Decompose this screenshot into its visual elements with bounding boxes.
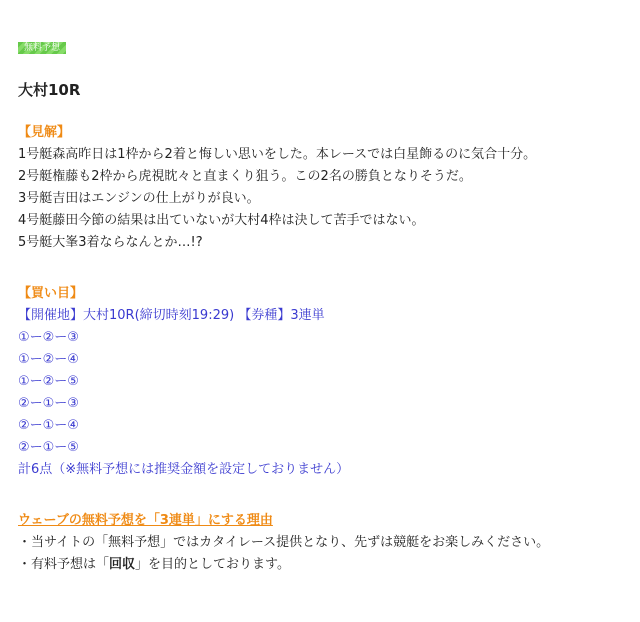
- reason-bullet-text: ・有料予想は「: [18, 557, 110, 572]
- reason-bullet-emphasis: 回収: [109, 557, 136, 572]
- reason-section: [18, 510, 549, 576]
- bet-combo: ②ー①ー③: [18, 396, 79, 411]
- bet-combo: ①ー②ー③: [18, 330, 79, 345]
- reason-bullet: ・当サイトの「無料予想」ではカタイレース提供となり、先ずは競艇をお楽しみください。: [18, 535, 550, 550]
- opinion-line: 2号艇権藤も2枠から虎視眈々と直まくり狙う。この2名の勝負となりそうだ。: [18, 169, 472, 184]
- bet-combo: ②ー①ー④: [18, 418, 79, 433]
- opinion-line: 1号艇森高昨日は1枠から2着と悔しい思いをした。本レースでは白星飾るのに気合十分。: [18, 147, 537, 162]
- buy-heading: 【買い目】: [18, 286, 84, 301]
- reason-bullet-text: 」を目的としております。: [135, 557, 290, 572]
- buy-section: [18, 283, 349, 481]
- free-prediction-badge: 無料予想: [18, 42, 66, 54]
- opinion-heading: 【見解】: [18, 125, 71, 140]
- reason-bullet: [18, 554, 549, 576]
- race-info: 【開催地】大村10R(締切時刻19:29) 【券種】3連単: [18, 308, 325, 323]
- reason-heading: ウェーブの無料予想を「3連単」にする理由: [18, 513, 273, 528]
- opinion-line: 3号艇吉田はエンジンの仕上がりが良い。: [18, 191, 260, 206]
- race-title: 大村10R: [18, 81, 81, 99]
- opinion-section: [18, 122, 536, 254]
- opinion-line: 4号艇藤田今節の結果は出ていないが大村4枠は決して苦手ではない。: [18, 213, 425, 228]
- bet-combo: ①ー②ー④: [18, 352, 79, 367]
- bet-total: 計6点（※無料予想には推奨金額を設定しておりません）: [18, 462, 350, 477]
- bet-combo: ①ー②ー⑤: [18, 374, 79, 389]
- opinion-line: 5号艇大峯3着ならなんとか…!?: [18, 235, 203, 250]
- bet-combo: ②ー①ー⑤: [18, 440, 79, 455]
